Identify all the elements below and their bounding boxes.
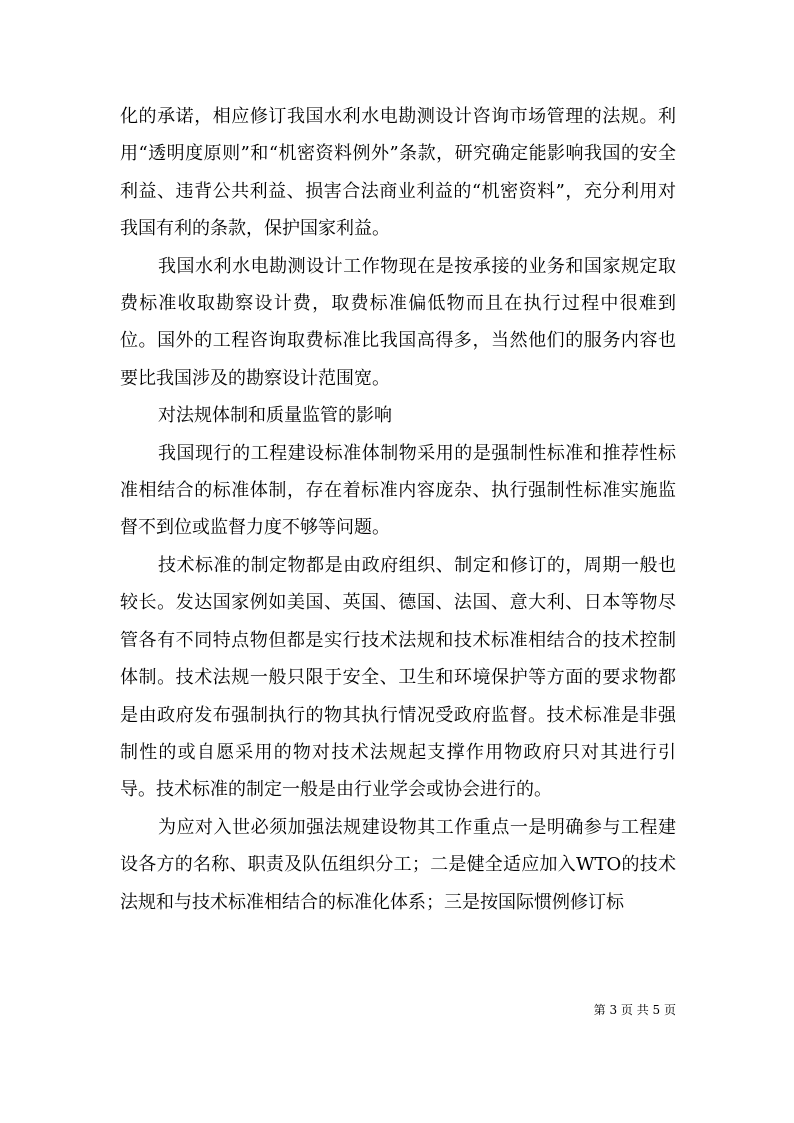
- section-heading: 对法规体制和质量监管的影响: [158, 405, 392, 427]
- paragraph-1: 化的承诺，相应修订我国水利水电勘测设计咨询市场管理的法规。利用“透明度原则”和“机密资料例外”条款，研究确定能影响我国的安全利益、违背公共利益、损害合法商业利益的“机密资料”，充分利用对我国有利的条款，保护国家利益。: [120, 106, 676, 240]
- paragraph-5: 为应对入世必须加强法规建设物其工作重点一是明确参与工程建设各方的名称、职责及队伍组织分工；二是健全适应加入WTO的技术法规和与技术标准相结合的标准化体系；三是按国际惯例修订标: [120, 816, 676, 913]
- page-number: 第 3 页 共 5 页: [593, 1003, 676, 1017]
- paragraph-2: 我国水利水电勘测设计工作物现在是按承接的业务和国家规定取费标准收取勘察设计费，取费标准偏低物而且在执行过程中很难到位。国外的工程咨询取费标准比我国高得多，当然他们的服务内容也要比我国涉及的勘察设计范围宽。: [120, 255, 676, 389]
- paragraph-3: 我国现行的工程建设标准体制物采用的是强制性标准和推荐性标准相结合的标准体制，存在着标准内容庞杂、执行强制性标准实施监督不到位或监督力度不够等问题。: [120, 442, 676, 539]
- paragraph-4: 技术标准的制定物都是由政府组织、制定和修订的，周期一般也较长。发达国家例如美国、英国、德国、法国、意大利、日本等物尽管各有不同特点物但都是实行技术法规和技术标准相结合的技术控制体制。技术法规一般只限于安全、卫生和环境保护等方面的要求物都是由政府发布强制执行的物其执行情况受政府监督。技术标准是非强制性的或自愿采用的物对技术法规起支撑作用物政府只对其进行引导。技术标准的制定一般是由行业学会或协会进行的。: [120, 554, 676, 801]
- document-body: [120, 98, 676, 921]
